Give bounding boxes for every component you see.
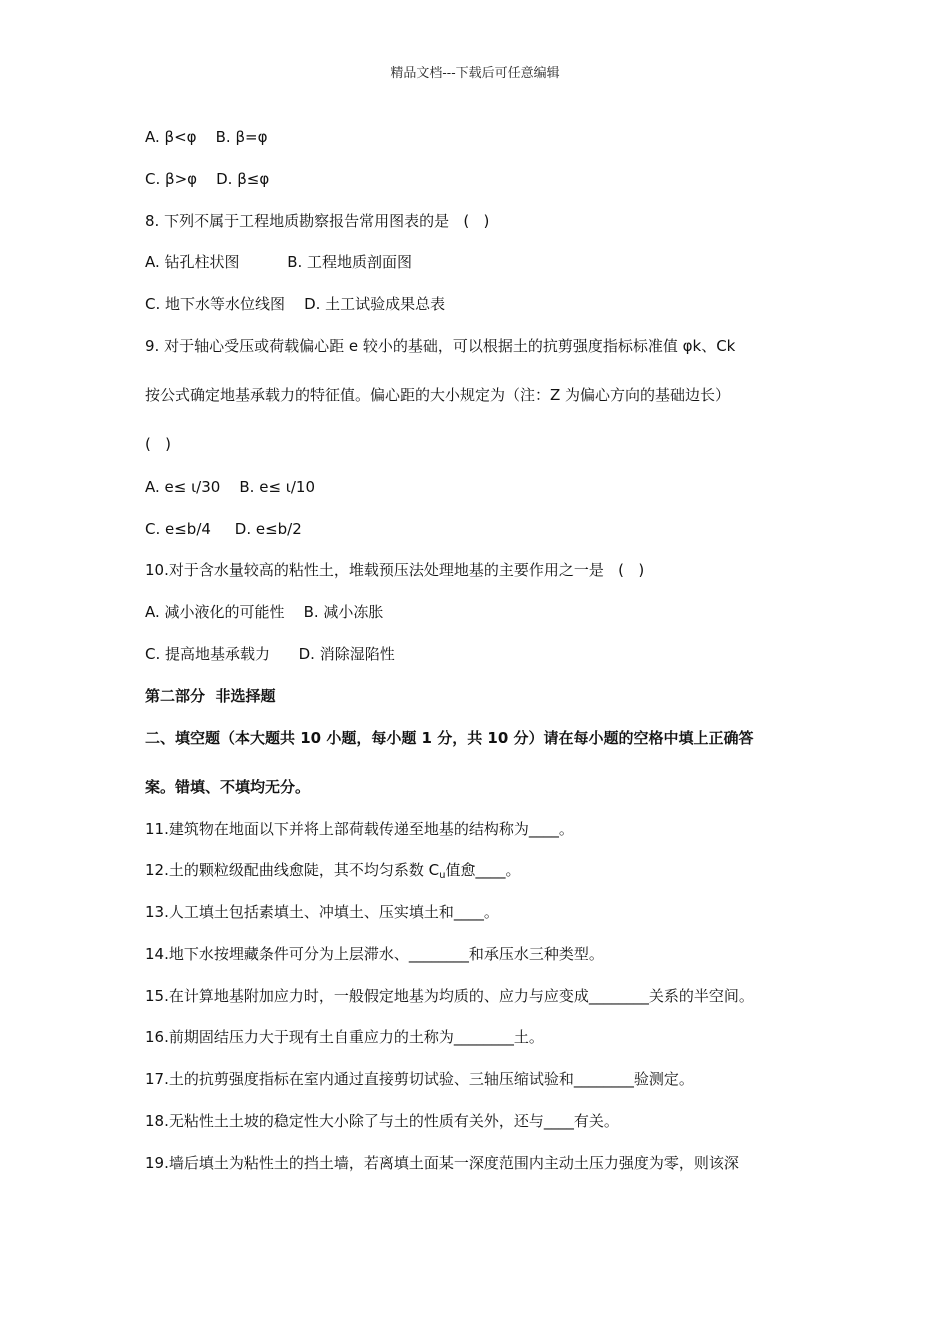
question-line: 10.对于含水量较高的粘性土，堆载预压法处理地基的主要作用之一是 ( ) [145,561,645,579]
question-line: 按公式确定地基承载力的特征值。偏心距的大小规定为（注：Z 为偏心方向的基础边长） [145,386,731,404]
question-line: 9. 对于轴心受压或荷载偏心距 e 较小的基础，可以根据土的抗剪强度指标标准值 φk、Ck [145,337,736,355]
question-line: 15.在计算地基附加应力时，一般假定地基为均质的、应力与应变成________关系的半空间。 [145,987,754,1005]
question-line: 18.无粘性土土坡的稳定性大小除了与土的性质有关外，还与____有关。 [145,1112,619,1130]
option-line: C. e≤b/4 D. e≤b/2 [145,520,302,538]
option-line: C. β>φ D. β≤φ [145,170,270,188]
option-line: A. 钻孔柱状图 B. 工程地质剖面图 [145,253,413,271]
question-line: 11.建筑物在地面以下并将上部荷载传递至地基的结构称为____。 [145,820,574,838]
question-line: 16.前期固结压力大于现有土自重应力的土称为________土。 [145,1028,544,1046]
option-line: C. 提高地基承载力 D. 消除湿陷性 [145,645,395,663]
subscript: u [439,870,446,881]
question-line: 13.人工填土包括素填土、冲填土、压实填土和____。 [145,903,499,921]
section-instruction: 二、填空题（本大题共 10 小题，每小题 1 分，共 10 分）请在每小题的空格中填上正确答 [145,729,754,747]
option-line: A. 减小液化的可能性 B. 减小冻胀 [145,603,384,621]
page-header: 精品文档---下载后可任意编辑 [390,66,560,81]
question-line: 8. 下列不属于工程地质勘察报告常用图表的是 ( ) [145,212,490,230]
section-heading: 第二部分 非选择题 [145,687,276,705]
option-line: A. e≤ ι/30 B. e≤ ι/10 [145,478,315,496]
section-instruction: 案。错填、不填均无分。 [145,778,311,796]
question-line: ( ) [145,435,172,453]
question-line: 14.地下水按埋藏条件可分为上层滞水、________和承压水三种类型。 [145,945,604,963]
option-line: A. β<φ B. β=φ [145,128,268,146]
option-line: C. 地下水等水位线图 D. 土工试验成果总表 [145,295,446,313]
question-text: 12.土的颗粒级配曲线愈陡，其不均匀系数 C [145,861,440,879]
question-line: 19.墙后填土为粘性土的挡土墙，若离填土面某一深度范围内主动土压力强度为零，则该深 [145,1154,739,1172]
question-line [145,859,520,887]
question-line: 17.土的抗剪强度指标在室内通过直接剪切试验、三轴压缩试验和________验测定。 [145,1070,694,1088]
question-text: 值愈____。 [445,861,521,879]
